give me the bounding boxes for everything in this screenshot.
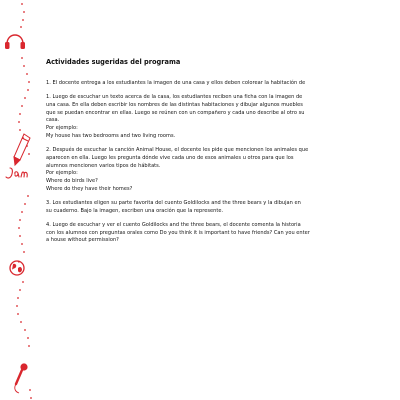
text-line: que se puedan encontrar en ellas. Luego se reúnen con un compañero y cada uno describe al otro su: [46, 109, 305, 116]
section-title: Actividades sugeridas del programa: [46, 58, 181, 66]
document-content: [46, 58, 364, 252]
text-line: aparecen en ella. Luego les pregunta dónde vive cada uno de esos animales u otros para que los: [46, 154, 294, 161]
text-line: Por ejemplo:: [46, 125, 78, 132]
text-line: con los alumnos con preguntas orales como Do you think it is important to have friends? Can you enter: [46, 229, 310, 236]
pencil-icon: [14, 134, 30, 165]
text-line: 2. Después de escuchar la canción Animal House, el docente les pide que mencionen los animales que: [46, 147, 309, 154]
text-line: My house has two bedrooms and two living rooms.: [46, 132, 176, 139]
text-line: su cuaderno. Bajo la imagen, escriben una oración que la represente.: [46, 207, 224, 214]
text-line: 1. Luego de escuchar un texto acerca de la casa, los estudiantes reciben una ficha con la imagen de: [46, 94, 303, 101]
activity-paragraph-0: [46, 80, 364, 88]
text-line: Where do they have their homes?: [46, 185, 133, 192]
text-line: casa.: [46, 117, 60, 124]
text-line: una casa. En ella deben escribir los nombres de las distintas habitaciones y dibujar algunos muebles: [46, 102, 303, 108]
activity-paragraph-4: [46, 222, 364, 245]
text-line: Por ejemplo:: [46, 170, 78, 177]
text-line: alumnos mencionen varios tipos de hábitats.: [46, 162, 161, 169]
microphone-icon: [15, 363, 28, 393]
margin-decoration: [0, 0, 40, 400]
headphones-icon: [5, 35, 25, 49]
text-line: 4. Luego de escuchar y ver el cuento Goldilocks and the three bears, el docente comenta la historia: [46, 221, 301, 228]
activity-paragraph-2: [46, 147, 364, 193]
text-line: a house without permission?: [46, 237, 119, 244]
activity-paragraph-1: [46, 94, 364, 140]
globe-icon: [10, 261, 24, 275]
dotted-trail: [16, 3, 32, 399]
text-line: 1. El docente entrega a los estudiantes la imagen de una casa y ellos deben colorear la habitación de: [46, 80, 306, 86]
text-line: Where do birds live?: [46, 177, 98, 184]
handwritten-jam: [6, 168, 27, 178]
margin-art: [0, 0, 40, 400]
activity-paragraph-3: [46, 200, 364, 215]
text-line: 3. Los estudiantes eligen su parte favorita del cuento Goldilocks and the three bears y la dibujan en: [46, 199, 301, 206]
